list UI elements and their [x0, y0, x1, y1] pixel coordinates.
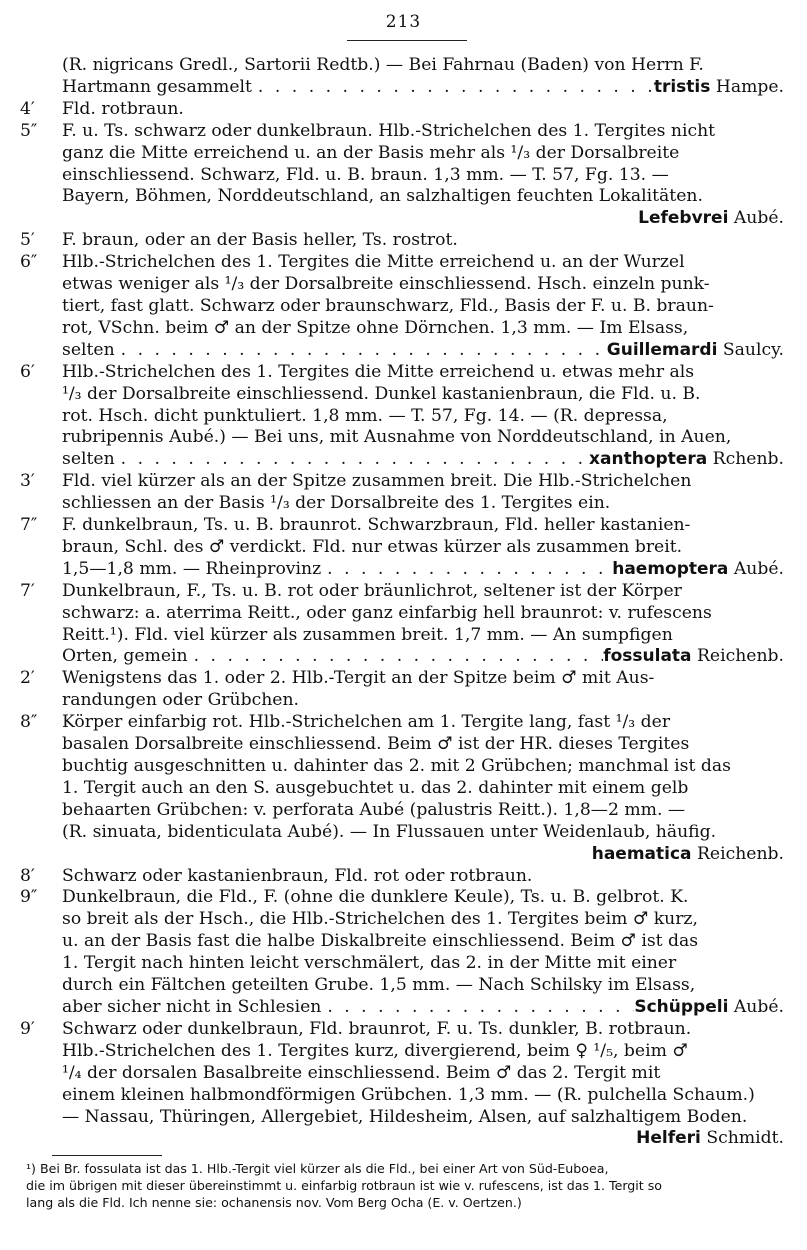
species-author: Hampe. — [715, 76, 784, 97]
species-line — [62, 208, 784, 230]
species-line — [62, 1128, 784, 1150]
key-entry — [20, 121, 784, 231]
text-line: Schwarz oder kastanienbraun, Fld. rot oder rotbraun. — [62, 865, 533, 886]
text-line: Fld. rotbraun. — [62, 98, 184, 119]
text-line: durch ein Fältchen geteilten Grube. 1,5 mm. — Nach Schilsky im Elsass, — [62, 975, 696, 996]
text-line: F. u. Ts. schwarz oder dunkelbraun. Hlb.-Strichelchen des 1. Tergites nicht — [62, 120, 716, 141]
text-line: so breit als der Hsch., die Hlb.-Strichelchen des 1. Tergites beim ♂ kurz, — [62, 909, 698, 930]
species-line — [62, 997, 784, 1019]
species-line — [62, 844, 784, 866]
key-entry — [20, 252, 784, 362]
species-line — [62, 559, 784, 581]
key-entry — [20, 1019, 784, 1150]
header-rule — [347, 40, 467, 41]
text-line: einem kleinen halbmondförmigen Grübchen. 1,3 mm. — (R. pulchella Schaum.) — [62, 1084, 755, 1105]
lead-text: aber sicher nicht in Schlesien — [62, 996, 322, 1017]
key-entry — [20, 230, 784, 252]
couplet-number: 2′ — [20, 668, 35, 689]
text-line: 1. Tergit nach hinten leicht verschmälert, das 2. in der Mitte mit einer — [62, 953, 677, 974]
footnote-line: die im übrigen mit dieser übereinstimmt u. einfarbig rotbraun ist wie v. rufescens, ist das 1. Tergit so — [26, 1178, 663, 1193]
key-entry — [20, 668, 784, 712]
text-line: ¹/₃ der Dorsalbreite einschliessend. Dunkel kastanienbraun, die Fld. u. B. — [62, 383, 701, 404]
species-name-group — [589, 449, 784, 471]
couplet-number: 6′ — [20, 361, 35, 382]
species-name-group — [654, 77, 784, 99]
key-entry — [20, 887, 784, 1018]
text-line: rot, VSchn. beim ♂ an der Spitze ohne Dörnchen. 1,3 mm. — Im Elsass, — [62, 317, 689, 338]
text-line: Hlb.-Strichelchen des 1. Tergites kurz, divergierend, beim ♀ ¹/₅, beim ♂ — [62, 1040, 688, 1061]
species-name: xanthoptera — [589, 449, 708, 470]
key-entries — [20, 55, 784, 1150]
couplet-number: 3′ — [20, 471, 35, 492]
text-line: Fld. viel kürzer als an der Spitze zusammen breit. Die Hlb.-Strichelchen — [62, 471, 692, 492]
text-line: Hlb.-Strichelchen des 1. Tergites die Mitte erreichend u. etwas mehr als — [62, 361, 695, 382]
species-name: fossulata — [603, 646, 692, 667]
dot-leader — [321, 997, 634, 1019]
species-name: haemoptera — [612, 558, 729, 579]
species-author: Saulcy. — [722, 339, 784, 360]
footnote-line: ¹) Bei Br. fossulata ist das 1. Hlb.-Tergit viel kürzer als die Fld., bei einer Art von Süd-Euboea, — [26, 1161, 609, 1176]
lead-text: selten — [62, 449, 115, 470]
dot-leader — [188, 646, 604, 668]
species-name: tristis — [653, 76, 711, 97]
key-entry — [20, 99, 784, 121]
species-author: Aubé. — [733, 558, 784, 579]
text-line: u. an der Basis fast die halbe Diskalbreite einschliessend. Beim ♂ ist das — [62, 931, 699, 952]
text-line: rubripennis Aubé.) — Bei uns, mit Ausnahme von Norddeutschland, in Auen, — [62, 427, 732, 448]
text-line: — Nassau, Thüringen, Allergebiet, Hildesheim, Alsen, auf salzhaltigem Boden. — [62, 1106, 748, 1127]
lead-text: Hartmann gesammelt — [62, 76, 252, 97]
species-author: Aubé. — [733, 208, 784, 229]
couplet-number: 9′ — [20, 1018, 35, 1039]
text-line: ganz die Mitte erreichend u. an der Basis mehr als ¹/₃ der Dorsalbreite — [62, 142, 680, 163]
species-author: Reichenb. — [696, 843, 784, 864]
species-name-group — [634, 997, 784, 1019]
footnote-rule — [52, 1155, 162, 1156]
dot-leader — [115, 449, 589, 471]
text-line: (R. nigricans Gredl., Sartorii Redtb.) — Bei Fahrnau (Baden) von Herrn F. — [62, 55, 704, 75]
species-name: haematica — [591, 843, 692, 864]
couplet-number: 5″ — [20, 120, 38, 141]
species-name-group — [603, 646, 784, 668]
text-line: (R. sinuata, bidenticulata Aubé). — In Flussauen unter Weidenlaub, häufig. — [62, 821, 717, 842]
text-line: tiert, fast glatt. Schwarz oder braunschwarz, Fld., Basis der F. u. B. braun- — [62, 295, 714, 316]
couplet-number: 8″ — [20, 712, 38, 733]
species-name: Lefebvrei — [638, 208, 729, 229]
text-line: F. braun, oder an der Basis heller, Ts. rostrot. — [62, 230, 458, 251]
species-author: Reichenb. — [696, 646, 784, 667]
species-name: Guillemardi — [606, 339, 718, 360]
couplet-number: 8′ — [20, 865, 35, 886]
key-entry — [20, 581, 784, 669]
key-entry — [20, 866, 784, 888]
text-line: Reitt.¹). Fld. viel kürzer als zusammen breit. 1,7 mm. — An sumpfigen — [62, 624, 673, 645]
species-name: Schüppeli — [634, 996, 729, 1017]
species-line — [62, 646, 784, 668]
species-name-group — [612, 559, 784, 581]
key-entry — [20, 362, 784, 472]
footnote — [26, 1160, 781, 1211]
key-entry — [20, 515, 784, 581]
species-author: Aubé. — [733, 996, 784, 1017]
dot-leader — [252, 77, 654, 99]
text-line: 1. Tergit auch an den S. ausgebuchtet u. das 2. dahinter mit einem gelb — [62, 777, 689, 798]
lead-text: selten — [62, 339, 115, 360]
couplet-number: 4′ — [20, 98, 35, 119]
couplet-number: 5′ — [20, 230, 35, 251]
text-line: ¹/₄ der dorsalen Basalbreite einschliessend. Beim ♂ das 2. Tergit mit — [62, 1062, 661, 1083]
text-line: buchtig ausgeschnitten u. dahinter das 2. mit 2 Grübchen; manchmal ist das — [62, 756, 731, 776]
text-line: Hlb.-Strichelchen des 1. Tergites die Mitte erreichend u. an der Wurzel — [62, 252, 685, 273]
text-line: Bayern, Böhmen, Norddeutschland, an salzhaltigen feuchten Lokalitäten. — [62, 186, 703, 207]
species-name-group — [607, 340, 784, 362]
text-line: etwas weniger als ¹/₃ der Dorsalbreite einschliessend. Hsch. einzeln punk- — [62, 274, 710, 295]
text-line: Dunkelbraun, die Fld., F. (ohne die dunklere Keule), Ts. u. B. gelbrot. K. — [62, 887, 689, 908]
dot-leader — [115, 340, 607, 362]
text-line: randungen oder Grübchen. — [62, 690, 299, 711]
species-line — [62, 449, 784, 471]
text-line: rot. Hsch. dicht punktuliert. 1,8 mm. — T. 57, Fg. 14. — (R. depressa, — [62, 405, 668, 426]
text-line: schliessen an der Basis ¹/₃ der Dorsalbreite des 1. Tergites ein. — [62, 493, 611, 514]
species-line — [62, 77, 784, 99]
text-line: Körper einfarbig rot. Hlb.-Strichelchen am 1. Tergite lang, fast ¹/₃ der — [62, 712, 671, 733]
text-line: behaarten Grübchen: v. perforata Aubé (palustris Reitt.). 1,8—2 mm. — — [62, 799, 686, 820]
key-entry — [20, 712, 784, 865]
text-line: Wenigstens das 1. oder 2. Hlb.-Tergit an der Spitze beim ♂ mit Aus- — [62, 668, 655, 689]
text-line: schwarz: a. aterrima Reitt., oder ganz einfarbig hell braunrot: v. rufescens — [62, 602, 712, 623]
text-line: einschliessend. Schwarz, Fld. u. B. braun. 1,3 mm. — T. 57, Fg. 13. — — [62, 164, 669, 185]
text-line: Dunkelbraun, F., Ts. u. B. rot oder bräunlichrot, seltener ist der Körper — [62, 580, 682, 601]
species-name: Helferi — [636, 1128, 701, 1149]
text-line: braun, Schl. des ♂ verdickt. Fld. nur etwas kürzer als zusammen breit. — [62, 536, 683, 557]
lead-text: Orten, gemein — [62, 646, 188, 667]
lead-text: 1,5—1,8 mm. — Rheinprovinz — [62, 558, 322, 579]
text-line: Schwarz oder dunkelbraun, Fld. braunrot, F. u. Ts. dunkler, B. rotbraun. — [62, 1018, 692, 1039]
species-author: Rchenb. — [712, 449, 784, 470]
text-line: F. dunkelbraun, Ts. u. B. braunrot. Schwarzbraun, Fld. heller kastanien- — [62, 515, 691, 536]
species-author: Schmidt. — [706, 1128, 784, 1149]
text-line: basalen Dorsalbreite einschliessend. Beim ♂ ist der HR. dieses Tergites — [62, 734, 690, 755]
couplet-number: 6″ — [20, 252, 38, 273]
couplet-number: 9″ — [20, 887, 38, 908]
page-number: 213 — [385, 12, 422, 32]
couplet-number: 7″ — [20, 515, 38, 536]
couplet-number: 7′ — [20, 580, 35, 601]
dot-leader — [321, 559, 612, 581]
species-line — [62, 340, 784, 362]
key-entry — [20, 55, 784, 99]
footnote-line: lang als die Fld. Ich nenne sie: ochanensis nov. Vom Berg Ocha (E. v. Oertzen.) — [26, 1195, 522, 1210]
key-entry — [20, 471, 784, 515]
